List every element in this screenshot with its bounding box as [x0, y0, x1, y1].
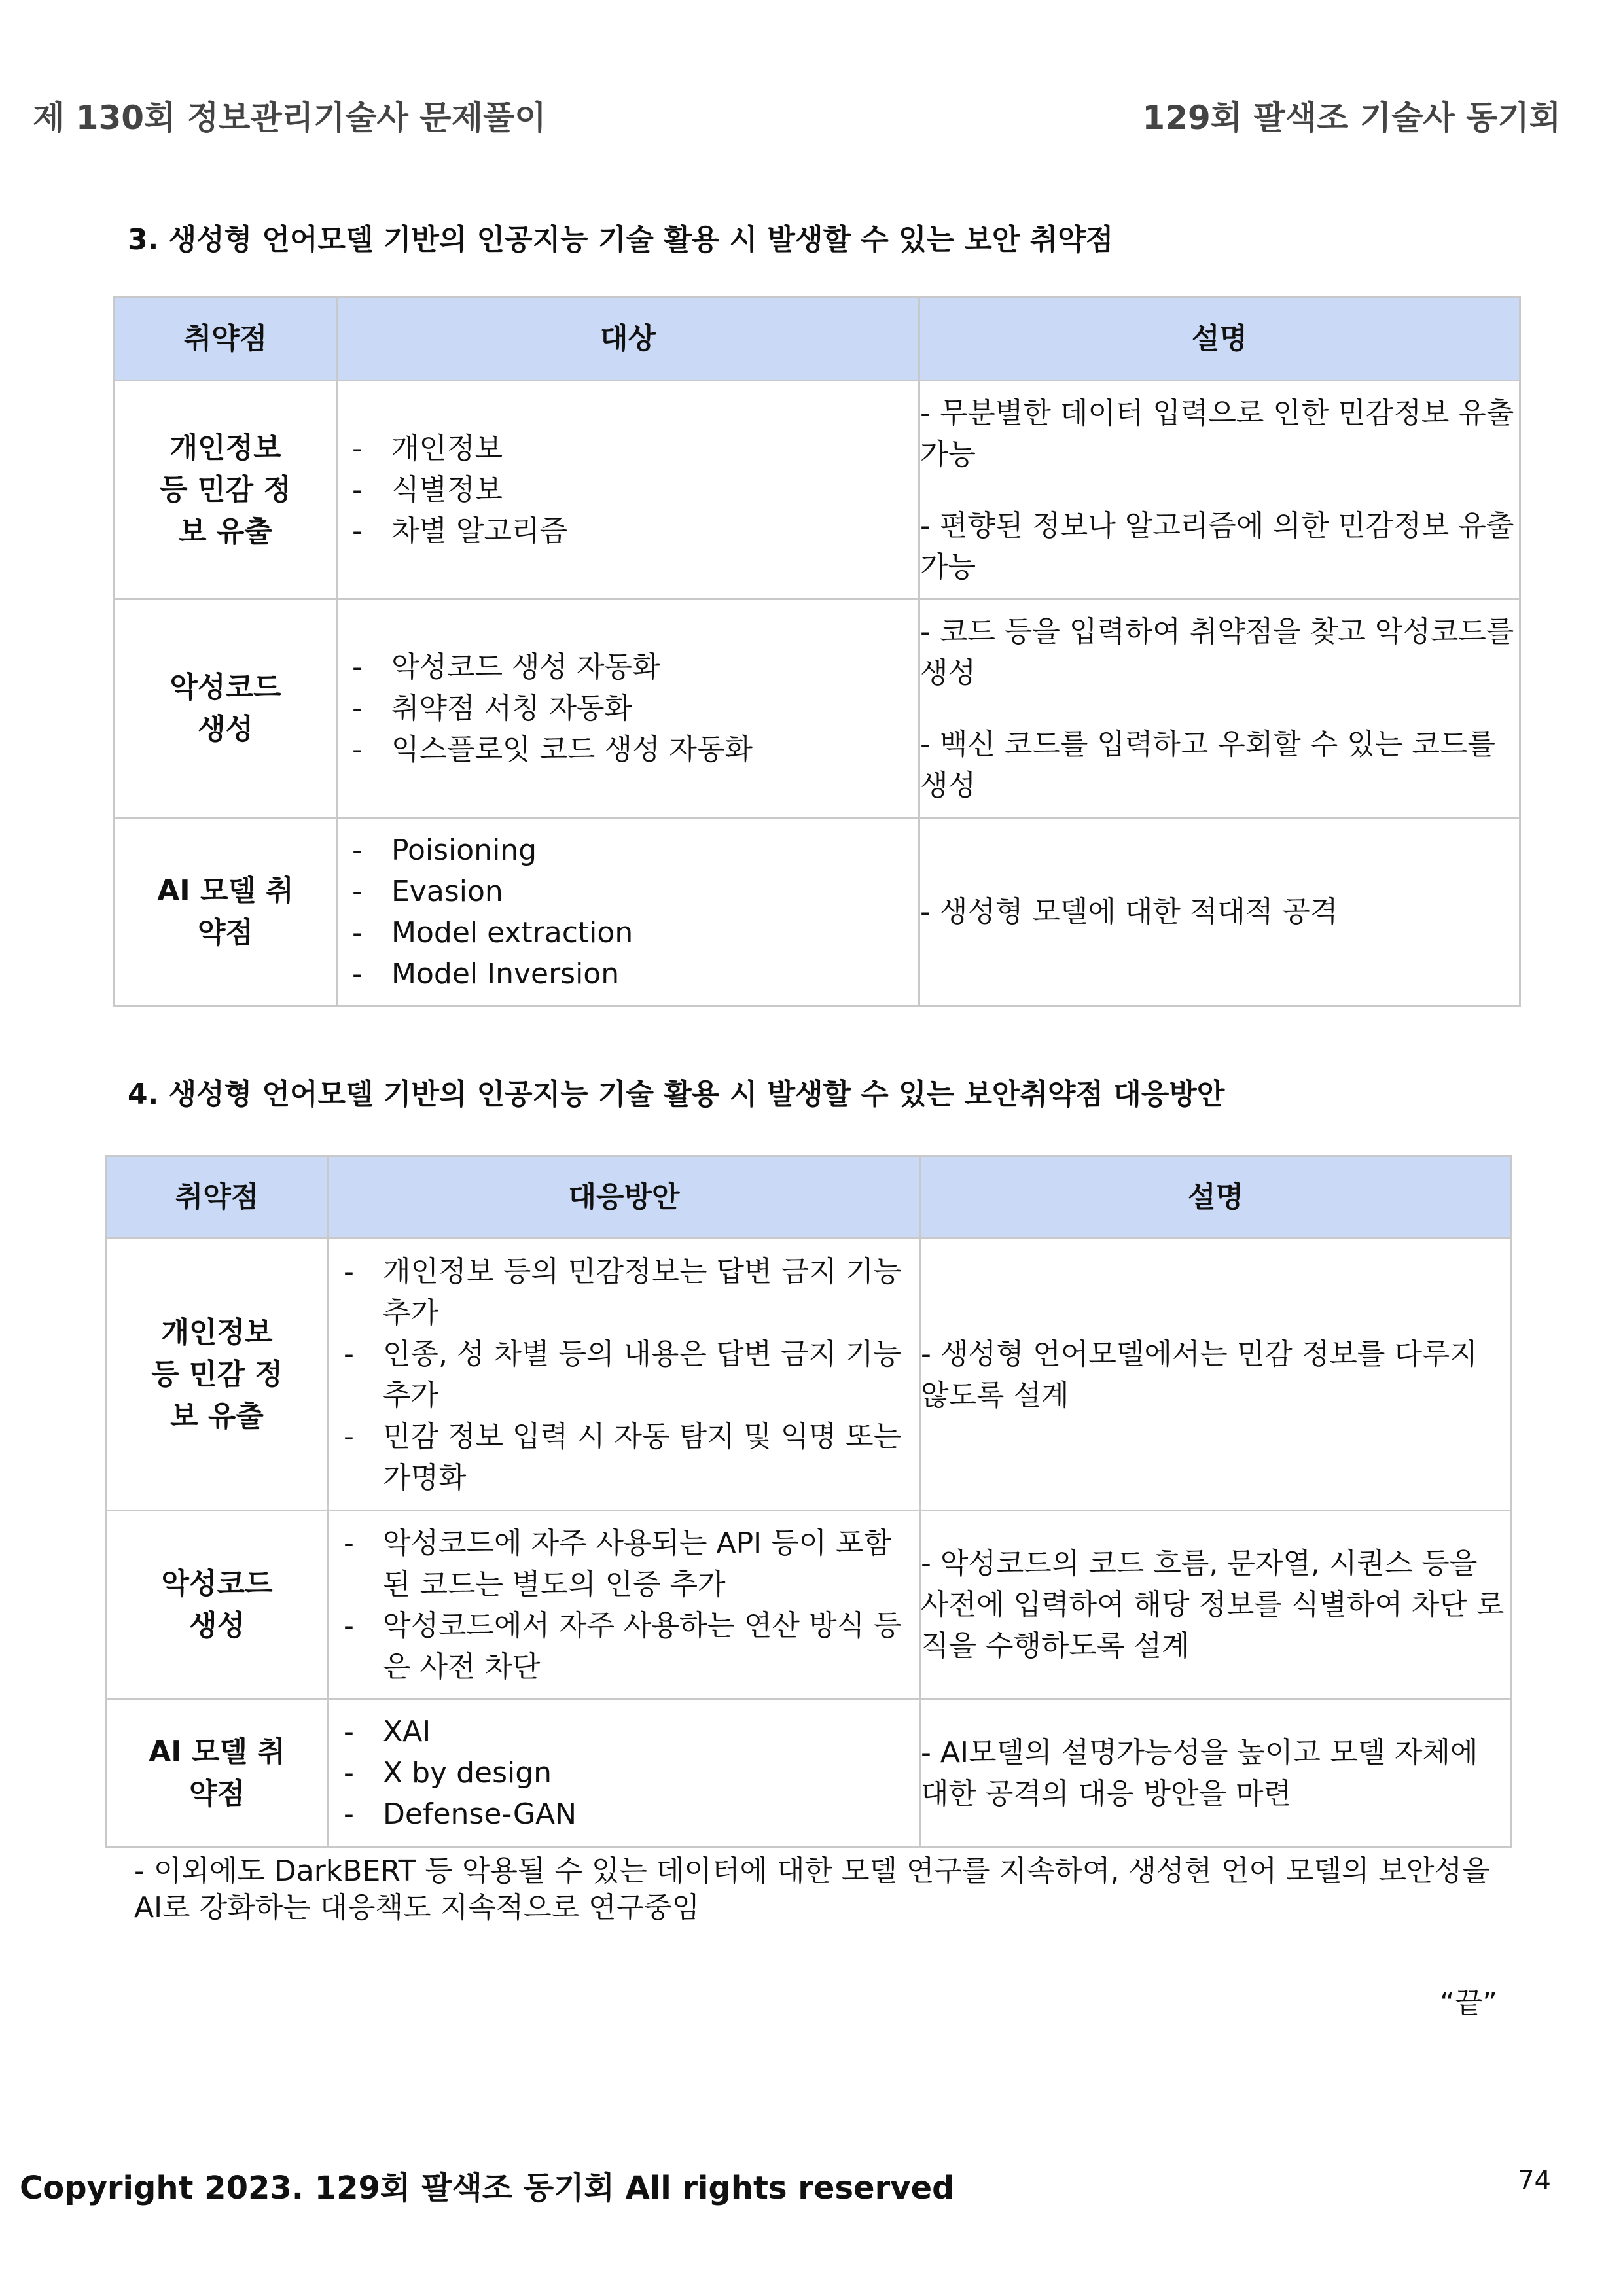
- vulnerability-cell: [106, 1511, 329, 1699]
- description-cell: [919, 381, 1520, 599]
- page-number: 74: [1518, 2166, 1551, 2196]
- description-text: - AI모델의 설명가능성을 높이고 모델 자체에 대한 공격의 대응 방안을 마련: [921, 1735, 1478, 1810]
- cell-line: 보 유출: [179, 514, 272, 548]
- cell-line: 생성: [197, 712, 253, 746]
- table-row: [115, 818, 1520, 1006]
- section-3-title: 3. 생성형 언어모델 기반의 인공지능 기술 활용 시 발생할 수 있는 보안 취약점: [128, 223, 1114, 256]
- vulnerability-cell: [106, 1239, 329, 1511]
- section-4-title: 4. 생성형 언어모델 기반의 인공지능 기술 활용 시 발생할 수 있는 보안취약점 대응방안: [128, 1078, 1225, 1111]
- cell-line: 개인정보: [169, 431, 281, 465]
- list-item-text: Model Inversion: [391, 957, 620, 991]
- target-cell: [337, 599, 919, 818]
- description-text: - 코드 등을 입력하여 취약점을 찾고 악성코드를 생성: [920, 614, 1514, 690]
- list-item: - XAI: [344, 1715, 431, 1748]
- cell-line: 등 민감 정: [151, 1357, 283, 1391]
- cell-line: AI 모델 취: [149, 1735, 285, 1769]
- cell-line: 악성코드: [169, 670, 281, 704]
- description-text: - 생성형 언어모델에서는 민감 정보를 다루지 않도록 설계: [921, 1337, 1478, 1412]
- list-item-text: 익스플로잇 코드 생성 자동화: [391, 733, 753, 766]
- list-item: - 개인정보: [352, 432, 503, 465]
- list-item: - 인종, 성 차별 등의 내용은 답변 금지 기능 추가: [344, 1337, 901, 1412]
- countermeasure-table: [105, 1155, 1512, 1848]
- cell-line: 등 민감 정: [160, 472, 291, 506]
- cell-line: 개인정보: [161, 1315, 273, 1349]
- table-row: [106, 1239, 1512, 1511]
- description-cell: [919, 818, 1520, 1006]
- column-header: 취약점: [115, 297, 337, 381]
- description-cell: [920, 1511, 1512, 1699]
- list-item-text: 악성코드에 자주 사용되는 API 등이 포함된 코드는 별도의 인증 추가: [383, 1526, 892, 1601]
- target-cell: [337, 381, 919, 599]
- vulnerability-cell: [106, 1699, 329, 1847]
- list-item: - Model extraction: [352, 915, 633, 949]
- measure-cell: [329, 1239, 920, 1511]
- list-item-text: 개인정보 등의 민감정보는 답변 금지 기능 추가: [383, 1254, 902, 1330]
- list-item: - X by design: [344, 1756, 552, 1790]
- cell-line: 보 유출: [170, 1399, 264, 1433]
- column-header: 설명: [919, 297, 1520, 381]
- table-row: [115, 599, 1520, 818]
- target-cell: [337, 818, 919, 1006]
- list-item: - Defense-GAN: [344, 1797, 577, 1831]
- list-item-text: Poisioning: [391, 833, 537, 867]
- list-item-text: Defense-GAN: [383, 1797, 577, 1831]
- table-header-row: [106, 1156, 1512, 1239]
- description-text: - 악성코드의 코드 흐름, 문자열, 시퀀스 등을 사전에 입력하여 해당 정보를 식별하여 차단 로직을 수행하도록 설계: [921, 1547, 1505, 1663]
- list-item: - 식별정보: [352, 473, 503, 506]
- description-text: - 생성형 모델에 대한 적대적 공격: [920, 895, 1338, 928]
- table-row: [106, 1511, 1512, 1699]
- description-cell: [920, 1699, 1512, 1847]
- description-text: - 무분별한 데이터 입력으로 인한 민감정보 유출 가능: [920, 396, 1514, 471]
- vulnerability-table: [113, 296, 1521, 1007]
- description-text: - 편향된 정보나 알고리즘에 의한 민감정보 유출 가능: [920, 508, 1514, 584]
- list-item-text: XAI: [383, 1715, 431, 1748]
- list-item: - Poisioning: [352, 833, 537, 867]
- list-item-text: Model extraction: [391, 915, 633, 949]
- list-item: - 개인정보 등의 민감정보는 답변 금지 기능 추가: [344, 1254, 902, 1330]
- vulnerability-cell: [115, 381, 337, 599]
- list-item: - 민감 정보 입력 시 자동 탐지 및 익명 또는 가명화: [344, 1419, 901, 1494]
- list-item-text: 민감 정보 입력 시 자동 탐지 및 익명 또는 가명화: [383, 1419, 901, 1494]
- cell-line: 생성: [188, 1608, 245, 1642]
- table-row: [106, 1699, 1512, 1847]
- cell-line: 약점: [188, 1776, 245, 1810]
- list-item-text: 악성코드 생성 자동화: [391, 650, 660, 684]
- additional-note: - 이외에도 DarkBERT 등 악용될 수 있는 데이터에 대한 모델 연구를 지속하여, 생성현 언어 모델의 보안성을 AI로 강화하는 대응책도 지속적으로 연구중임: [134, 1854, 1490, 1924]
- list-item: - 악성코드 생성 자동화: [352, 650, 660, 684]
- list-item: - 익스플로잇 코드 생성 자동화: [352, 733, 753, 766]
- list-item: - Evasion: [352, 874, 503, 908]
- list-item: - 차별 알고리즘: [352, 514, 568, 548]
- list-item-text: 취약점 서칭 자동화: [391, 692, 633, 725]
- column-header: 대상: [337, 297, 919, 381]
- header-left-title: 제 130회 정보관리기술사 문제풀이: [33, 99, 546, 137]
- description-cell: [919, 599, 1520, 818]
- footer-copyright: Copyright 2023. 129회 팔색조 동기회 All rights reserved: [20, 2170, 955, 2206]
- description-cell: [920, 1239, 1512, 1511]
- list-item: - 악성코드에 자주 사용되는 API 등이 포함된 코드는 별도의 인증 추가: [344, 1526, 892, 1601]
- table-header-row: [115, 297, 1520, 381]
- list-item: - Model Inversion: [352, 957, 620, 991]
- list-item-text: X by design: [383, 1756, 552, 1790]
- list-item-text: 차별 알고리즘: [391, 514, 568, 548]
- cell-line: AI 모델 취: [157, 874, 294, 908]
- column-header: 대응방안: [329, 1156, 920, 1239]
- list-item-text: 인종, 성 차별 등의 내용은 답변 금지 기능 추가: [383, 1337, 901, 1412]
- description-text: - 백신 코드를 입력하고 우회할 수 있는 코드를 생성: [920, 727, 1495, 802]
- vulnerability-cell: [115, 818, 337, 1006]
- table-row: [115, 381, 1520, 599]
- measure-cell: [329, 1511, 920, 1699]
- header-right-title: 129회 팔색조 기술사 동기회: [1142, 99, 1561, 137]
- column-header: 설명: [920, 1156, 1512, 1239]
- list-item-text: 악성코드에서 자주 사용하는 연산 방식 등은 사전 차단: [383, 1608, 902, 1684]
- measure-cell: [329, 1699, 920, 1847]
- list-item: - 취약점 서칭 자동화: [352, 692, 633, 725]
- list-item: - 악성코드에서 자주 사용하는 연산 방식 등은 사전 차단: [344, 1608, 902, 1684]
- cell-line: 약점: [197, 915, 253, 949]
- list-item-text: Evasion: [391, 874, 503, 908]
- column-header: 취약점: [106, 1156, 329, 1239]
- cell-line: 악성코드: [161, 1566, 273, 1600]
- vulnerability-cell: [115, 599, 337, 818]
- list-item-text: 식별정보: [391, 473, 503, 506]
- end-mark: “끝”: [1440, 1987, 1498, 2020]
- list-item-text: 개인정보: [391, 432, 503, 465]
